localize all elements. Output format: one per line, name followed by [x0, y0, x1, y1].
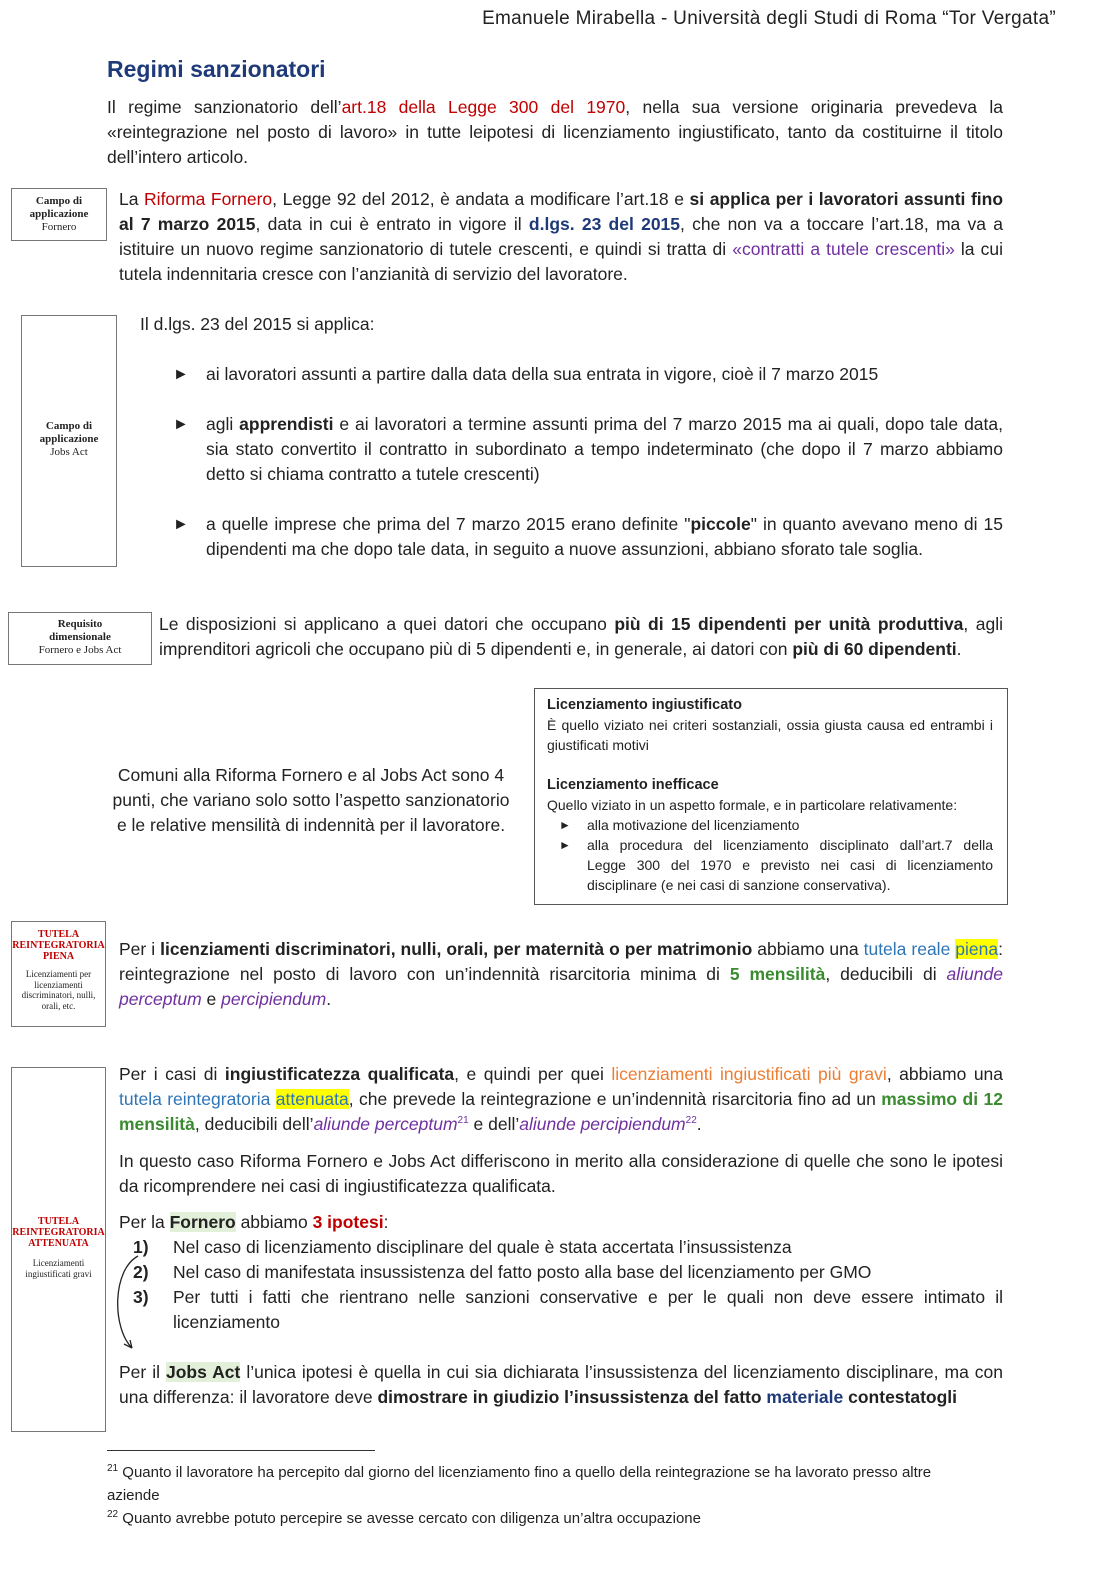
- arrow-marker-icon: ►: [559, 818, 571, 832]
- section-title: Regimi sanzionatori: [107, 56, 326, 82]
- list-item: 2) Nel caso di manifestata insussistenza del fatto posto alla base del licenziamento per GMO: [133, 1262, 872, 1282]
- curved-arrow-icon: [108, 1250, 158, 1360]
- arrow-marker-icon: ►: [173, 366, 189, 383]
- piena-paragraph: Per i licenziamenti discriminatori, nulli, orali, per maternità o per matrimonio abbiamo una tutela reale piena: reintegrazione nel posto di lavoro con un’indennità risarcitoria minima di 5 mensilità, deducibili di aliunde perceptum e percipiendum.: [119, 939, 1003, 1009]
- callout-text: È quello viziato nei criteri sostanziali, ossia giusta causa ed entrambi i giustificati motivi: [547, 717, 993, 753]
- comuni-paragraph: Comuni alla Riforma Fornero e al Jobs Act sono 4 punti, che variano solo sotto l’aspetto sanzionatorio e le relative mensilità di indennità per il lavoratore.: [112, 765, 510, 835]
- list-item: 3) Per tutti i fatti che rientrano nelle sanzioni conservative e per le quali non deve essere intimato il licenziamento: [133, 1287, 1003, 1332]
- caso-paragraph: In questo caso Riforma Fornero e Jobs Act differiscono in merito alla considerazione di quelle che sono le ipotesi da ricomprendere nei casi di ingiustificatezza qualificata.: [119, 1151, 1003, 1196]
- jobsact-section: [140, 312, 1003, 562]
- fornero-paragraph: La Riforma Fornero, Legge 92 del 2012, è andata a modificare l’art.18 e si applica per i lavoratori assunti fino al 7 marzo 2015, data in cui è entrato in vigore il d.lgs. 23 del 2015, che non va a toccare l’art.18, ma va a istituire un nuovo regime sanzionatorio di tutele crescenti, e quindi si tratta di «contratti a tutele crescenti» la cui tutela indennitaria cresce con l’anzianità di servizio del lavoratore.: [119, 189, 1004, 284]
- callout-text: Quello viziato in un aspetto formale, e in particolare relativamente:: [547, 797, 958, 813]
- jobsact-lead: Il d.lgs. 23 del 2015 si applica:: [140, 314, 375, 334]
- list-item: ► alla procedura del licenziamento disciplinato dall’art.7 della Legge 300 del 1970 e previsto nei casi di licenziamento disciplinare (e nei casi di sanzione conservativa).: [559, 837, 993, 893]
- margin-box-tutela-attenuata: TUTELA REINTEGRATORIA ATTENUATA Licenziamenti ingiustificati gravi: [11, 1067, 106, 1432]
- list-item: ► ai lavoratori assunti a partire dalla data della sua entrata in vigore, cioè il 7 marzo 2015: [140, 362, 1003, 387]
- arrow-marker-icon: ►: [173, 516, 189, 533]
- law-reference: art.18 della Legge 300 del 1970: [341, 97, 626, 117]
- list-item: ► agli apprendisti e ai lavoratori a termine assunti prima del 7 marzo 2015 ma ai quali, dopo tale data, sia stato convertito il contratto in subordinato a tempo indeterminato (che dopo il 7 marzo abbiamo detto si chiama contratto a tutele crescenti): [173, 414, 1003, 484]
- arrow-marker-icon: ►: [173, 416, 189, 433]
- jobsact-list: [140, 362, 1003, 562]
- footnotes: [107, 1461, 977, 1530]
- margin-box-fornero: Campo di applicazione Fornero: [11, 188, 107, 241]
- footnote-separator: [107, 1450, 375, 1451]
- callout-list: [547, 815, 993, 895]
- attenuata-paragraph: Per i casi di ingiustificatezza qualificata, e quindi per quei licenziamenti ingiustificati più gravi, abbiamo una tutela reintegratoria attenuata, che prevede la reintegrazione e un’indennità risarcitoria fino ad un massimo di 12 mensilità, deducibili dell’aliunde perceptum$^{21}$ e dell’aliunde percipiendum$^{22}$.: [119, 1064, 1004, 1134]
- footnote: $^{22}$ Quanto avrebbe potuto percepire se avesse cercato con diligenza un’altra occupazione: [107, 1509, 701, 1527]
- fornero-ipotesi: Per la Fornero abbiamo 3 ipotesi: 1) Nel caso di licenziamento disciplinare del quale è stata accertata l’insussistenza 2) Nel caso di manifestata insussistenza del fatto posto alla base del licenziamento per GMO 3) Per tutti i fatti che rientrano nelle sanzioni conservative e per le quali non deve essere intimato il licenziamento: [119, 1210, 1003, 1335]
- margin-box-jobsact: Campo di applicazione Jobs Act: [21, 315, 117, 567]
- requisito-paragraph: Le disposizioni si applicano a quei datori che occupano più di 15 dipendenti per unità produttiva, agli imprenditori agricoli che occupano più di 5 dipendenti e, in generale, ai datori con più di 60 dipendenti.: [159, 614, 1003, 659]
- jobsact-paragraph: Per il Jobs Act l’unica ipotesi è quella in cui sia dichiarata l’insussistenza del licenziamento disciplinare, ma con una differenza: il lavoratore deve dimostrare in giudizio l’insussistenza del fatto materiale contestatogli: [119, 1362, 1003, 1407]
- ipotesi-list: [119, 1235, 1003, 1335]
- margin-box-tutela-piena: TUTELA REINTEGRATORIA PIENA Licenziamenti per licenziamenti discriminatori, nulli, orali, etc.: [11, 921, 106, 1027]
- definitions-callout: [534, 688, 1008, 905]
- footnote: $^{21}$ Quanto il lavoratore ha percepito dal giorno del licenziamento fino a quello della reintegrazione se ha lavorato presso altre aziende: [107, 1463, 932, 1504]
- callout-heading-ingiustificato: Licenziamento ingiustificato: [547, 697, 742, 713]
- list-item: ► alla motivazione del licenziamento: [559, 817, 800, 833]
- margin-box-requisito: Requisito dimensionale Fornero e Jobs Act: [8, 612, 152, 665]
- list-item: ► a quelle imprese che prima del 7 marzo 2015 erano definite "piccole" in quanto avevano meno di 15 dipendenti ma che dopo tale data, in seguito a nuove assunzioni, abbiano sforato tale soglia.: [173, 514, 1003, 559]
- callout-heading-inefficace: Licenziamento inefficace: [547, 777, 719, 793]
- page-header: Emanuele Mirabella - Università degli Studi di Roma “Tor Vergata”: [482, 8, 1056, 29]
- intro-paragraph: Il regime sanzionatorio dell’art.18 della Legge 300 del 1970, nella sua versione originaria prevedeva la «reintegrazione nel posto di lavoro» in tutte leipotesi di licenziamento ingiustificato, tanto da costituirne il titolo dell’intero articolo.: [107, 97, 1003, 167]
- arrow-marker-icon: ►: [559, 838, 571, 852]
- list-item: 1) Nel caso di licenziamento disciplinare del quale è stata accertata l’insussistenza: [133, 1237, 792, 1257]
